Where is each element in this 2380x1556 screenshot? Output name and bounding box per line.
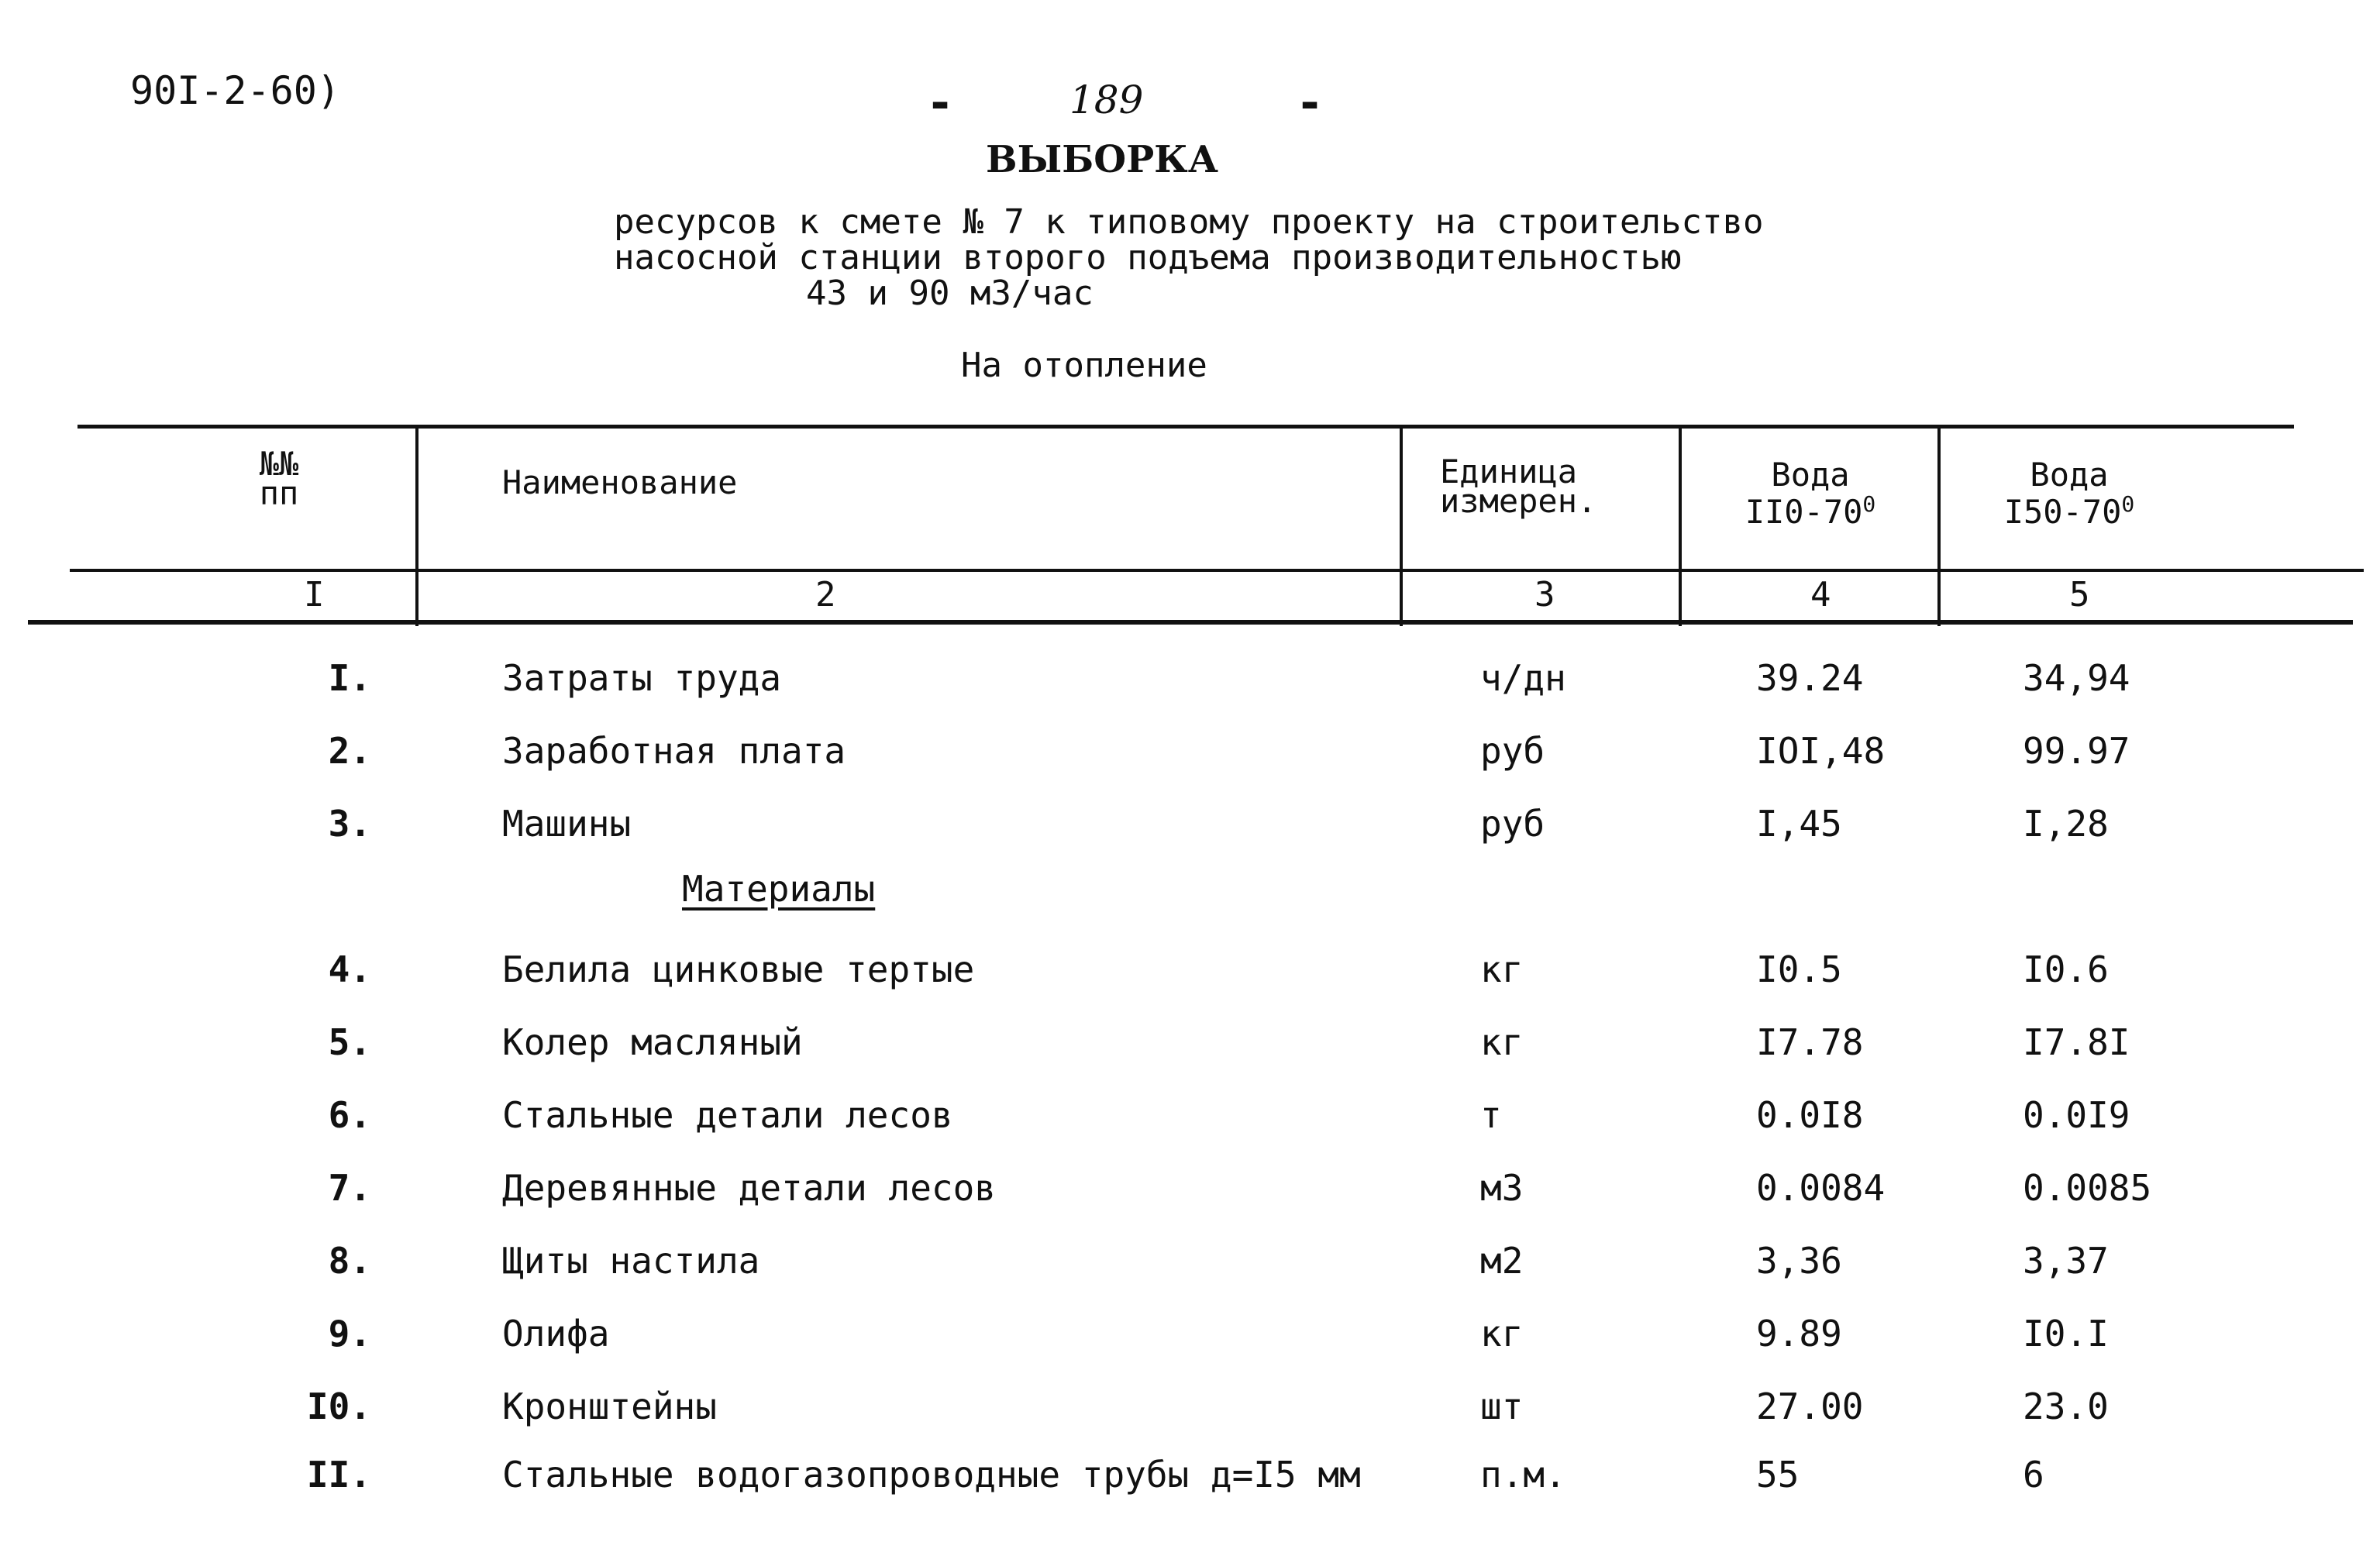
row-name: Колер масляный bbox=[502, 1021, 803, 1063]
row-number: 2. bbox=[328, 730, 371, 772]
header-col4-label: Вода II0-70 bbox=[1745, 456, 1863, 531]
column-number-rule bbox=[28, 620, 2353, 625]
subtitle-line-1: ресурсов к смете № 7 к типовому проекту на строительство bbox=[614, 202, 1764, 242]
row-value-col4: 3,36 bbox=[1756, 1240, 1842, 1282]
row-unit: п.м. bbox=[1480, 1454, 1566, 1496]
table-row bbox=[0, 1313, 2380, 1386]
row-unit: руб bbox=[1480, 803, 1545, 845]
row-number: 8. bbox=[328, 1240, 371, 1282]
row-value-col4: 9.89 bbox=[1756, 1313, 1842, 1355]
table-row bbox=[0, 1454, 2380, 1527]
row-name: Заработная плата bbox=[502, 730, 846, 772]
row-number: 6. bbox=[328, 1094, 371, 1136]
row-value-col5: I0.6 bbox=[2023, 948, 2109, 990]
header-col5 bbox=[1945, 456, 2193, 531]
column-number-1: I bbox=[304, 575, 325, 614]
row-value-col4: 0.0084 bbox=[1756, 1167, 1886, 1209]
row-unit: т bbox=[1480, 1094, 1502, 1136]
column-divider bbox=[415, 428, 418, 626]
row-unit: кг bbox=[1480, 1313, 1524, 1355]
header-col5-label: Вода I50-70 bbox=[2003, 456, 2122, 531]
row-name: Затраты труда bbox=[502, 657, 782, 699]
subtitle-line-3: 43 и 90 м3/час bbox=[806, 274, 1094, 313]
materials-heading: Материалы bbox=[682, 868, 876, 910]
row-value-col5: 34,94 bbox=[2023, 657, 2130, 699]
row-value-col5: 23.0 bbox=[2023, 1386, 2109, 1427]
row-value-col4: 55 bbox=[1756, 1454, 1800, 1496]
table-row bbox=[0, 1386, 2380, 1458]
row-number: 4. bbox=[328, 948, 371, 990]
document-code: 90I-2-60) bbox=[130, 68, 340, 113]
row-unit: м2 bbox=[1480, 1240, 1524, 1282]
header-name: Наименование bbox=[502, 463, 738, 501]
header-number: №№ пп bbox=[259, 445, 299, 512]
row-number: I. bbox=[328, 657, 371, 699]
row-value-col5: 99.97 bbox=[2023, 730, 2130, 772]
row-value-col5: I0.I bbox=[2023, 1313, 2109, 1355]
column-divider bbox=[1937, 428, 1941, 626]
row-value-col5: I7.8I bbox=[2023, 1021, 2130, 1063]
row-number: 3. bbox=[328, 803, 371, 845]
row-value-col4: IOI,48 bbox=[1756, 730, 1886, 772]
column-number-4: 4 bbox=[1810, 575, 1831, 614]
row-value-col5: 3,37 bbox=[2023, 1240, 2109, 1282]
row-value-col4: I,45 bbox=[1756, 803, 1842, 845]
column-number-3: 3 bbox=[1534, 575, 1555, 614]
row-name: Кронштейны bbox=[502, 1386, 717, 1427]
table-row bbox=[0, 1240, 2380, 1313]
header-unit: Единица измерен. bbox=[1440, 453, 1597, 520]
document-title: ВЫБОРКА bbox=[986, 138, 1218, 181]
column-number-2: 2 bbox=[815, 575, 836, 614]
row-value-col5: I,28 bbox=[2023, 803, 2109, 845]
row-number: 7. bbox=[328, 1167, 371, 1209]
table-row bbox=[0, 657, 2380, 730]
row-value-col4: I0.5 bbox=[1756, 948, 1842, 990]
row-unit: шт bbox=[1480, 1386, 1524, 1427]
row-value-col4: I7.78 bbox=[1756, 1021, 1864, 1063]
column-number-5: 5 bbox=[2069, 575, 2090, 614]
table-row bbox=[0, 1094, 2380, 1167]
row-value-col4: 27.00 bbox=[1756, 1386, 1864, 1427]
table-row bbox=[0, 1021, 2380, 1094]
degree-mark: 0 bbox=[2121, 491, 2135, 517]
column-divider bbox=[1400, 428, 1403, 626]
table-row bbox=[0, 948, 2380, 1021]
row-value-col4: 39.24 bbox=[1756, 657, 1864, 699]
row-unit: кг bbox=[1480, 1021, 1524, 1063]
row-value-col5: 0.0I9 bbox=[2023, 1094, 2130, 1136]
row-unit: ч/дн bbox=[1480, 657, 1566, 699]
row-name: Щиты настила bbox=[502, 1240, 760, 1282]
row-name: Стальные водогазопроводные трубы д=I5 мм bbox=[502, 1454, 1361, 1496]
column-divider bbox=[1679, 428, 1682, 626]
section-title: На отопление bbox=[961, 346, 1207, 385]
row-number: II. bbox=[306, 1454, 371, 1496]
row-name: Стальные детали лесов bbox=[502, 1094, 953, 1136]
table-top-rule bbox=[77, 425, 2294, 429]
page-number: 189 bbox=[1069, 77, 1144, 122]
row-name: Деревянные детали лесов bbox=[502, 1167, 996, 1209]
row-value-col5: 0.0085 bbox=[2023, 1167, 2152, 1209]
row-value-col4: 0.0I8 bbox=[1756, 1094, 1864, 1136]
header-col4 bbox=[1686, 456, 1934, 531]
row-number: 5. bbox=[328, 1021, 371, 1063]
row-number: I0. bbox=[306, 1386, 371, 1427]
row-name: Белила цинковые тертые bbox=[502, 948, 975, 990]
row-name: Олифа bbox=[502, 1313, 610, 1355]
table-row bbox=[0, 730, 2380, 803]
table-row bbox=[0, 1167, 2380, 1240]
table-row bbox=[0, 803, 2380, 876]
degree-mark: 0 bbox=[1862, 491, 1876, 517]
dash-left: - bbox=[926, 76, 955, 130]
row-unit: м3 bbox=[1480, 1167, 1524, 1209]
subtitle-line-2: насосной станции второго подъема производительностью bbox=[614, 238, 1682, 277]
row-number: 9. bbox=[328, 1313, 371, 1355]
dash-right: - bbox=[1296, 76, 1324, 130]
row-unit: кг bbox=[1480, 948, 1524, 990]
row-name: Машины bbox=[502, 803, 632, 845]
row-unit: руб bbox=[1480, 730, 1545, 772]
header-rule bbox=[70, 569, 2364, 572]
row-value-col5: 6 bbox=[2023, 1454, 2044, 1496]
